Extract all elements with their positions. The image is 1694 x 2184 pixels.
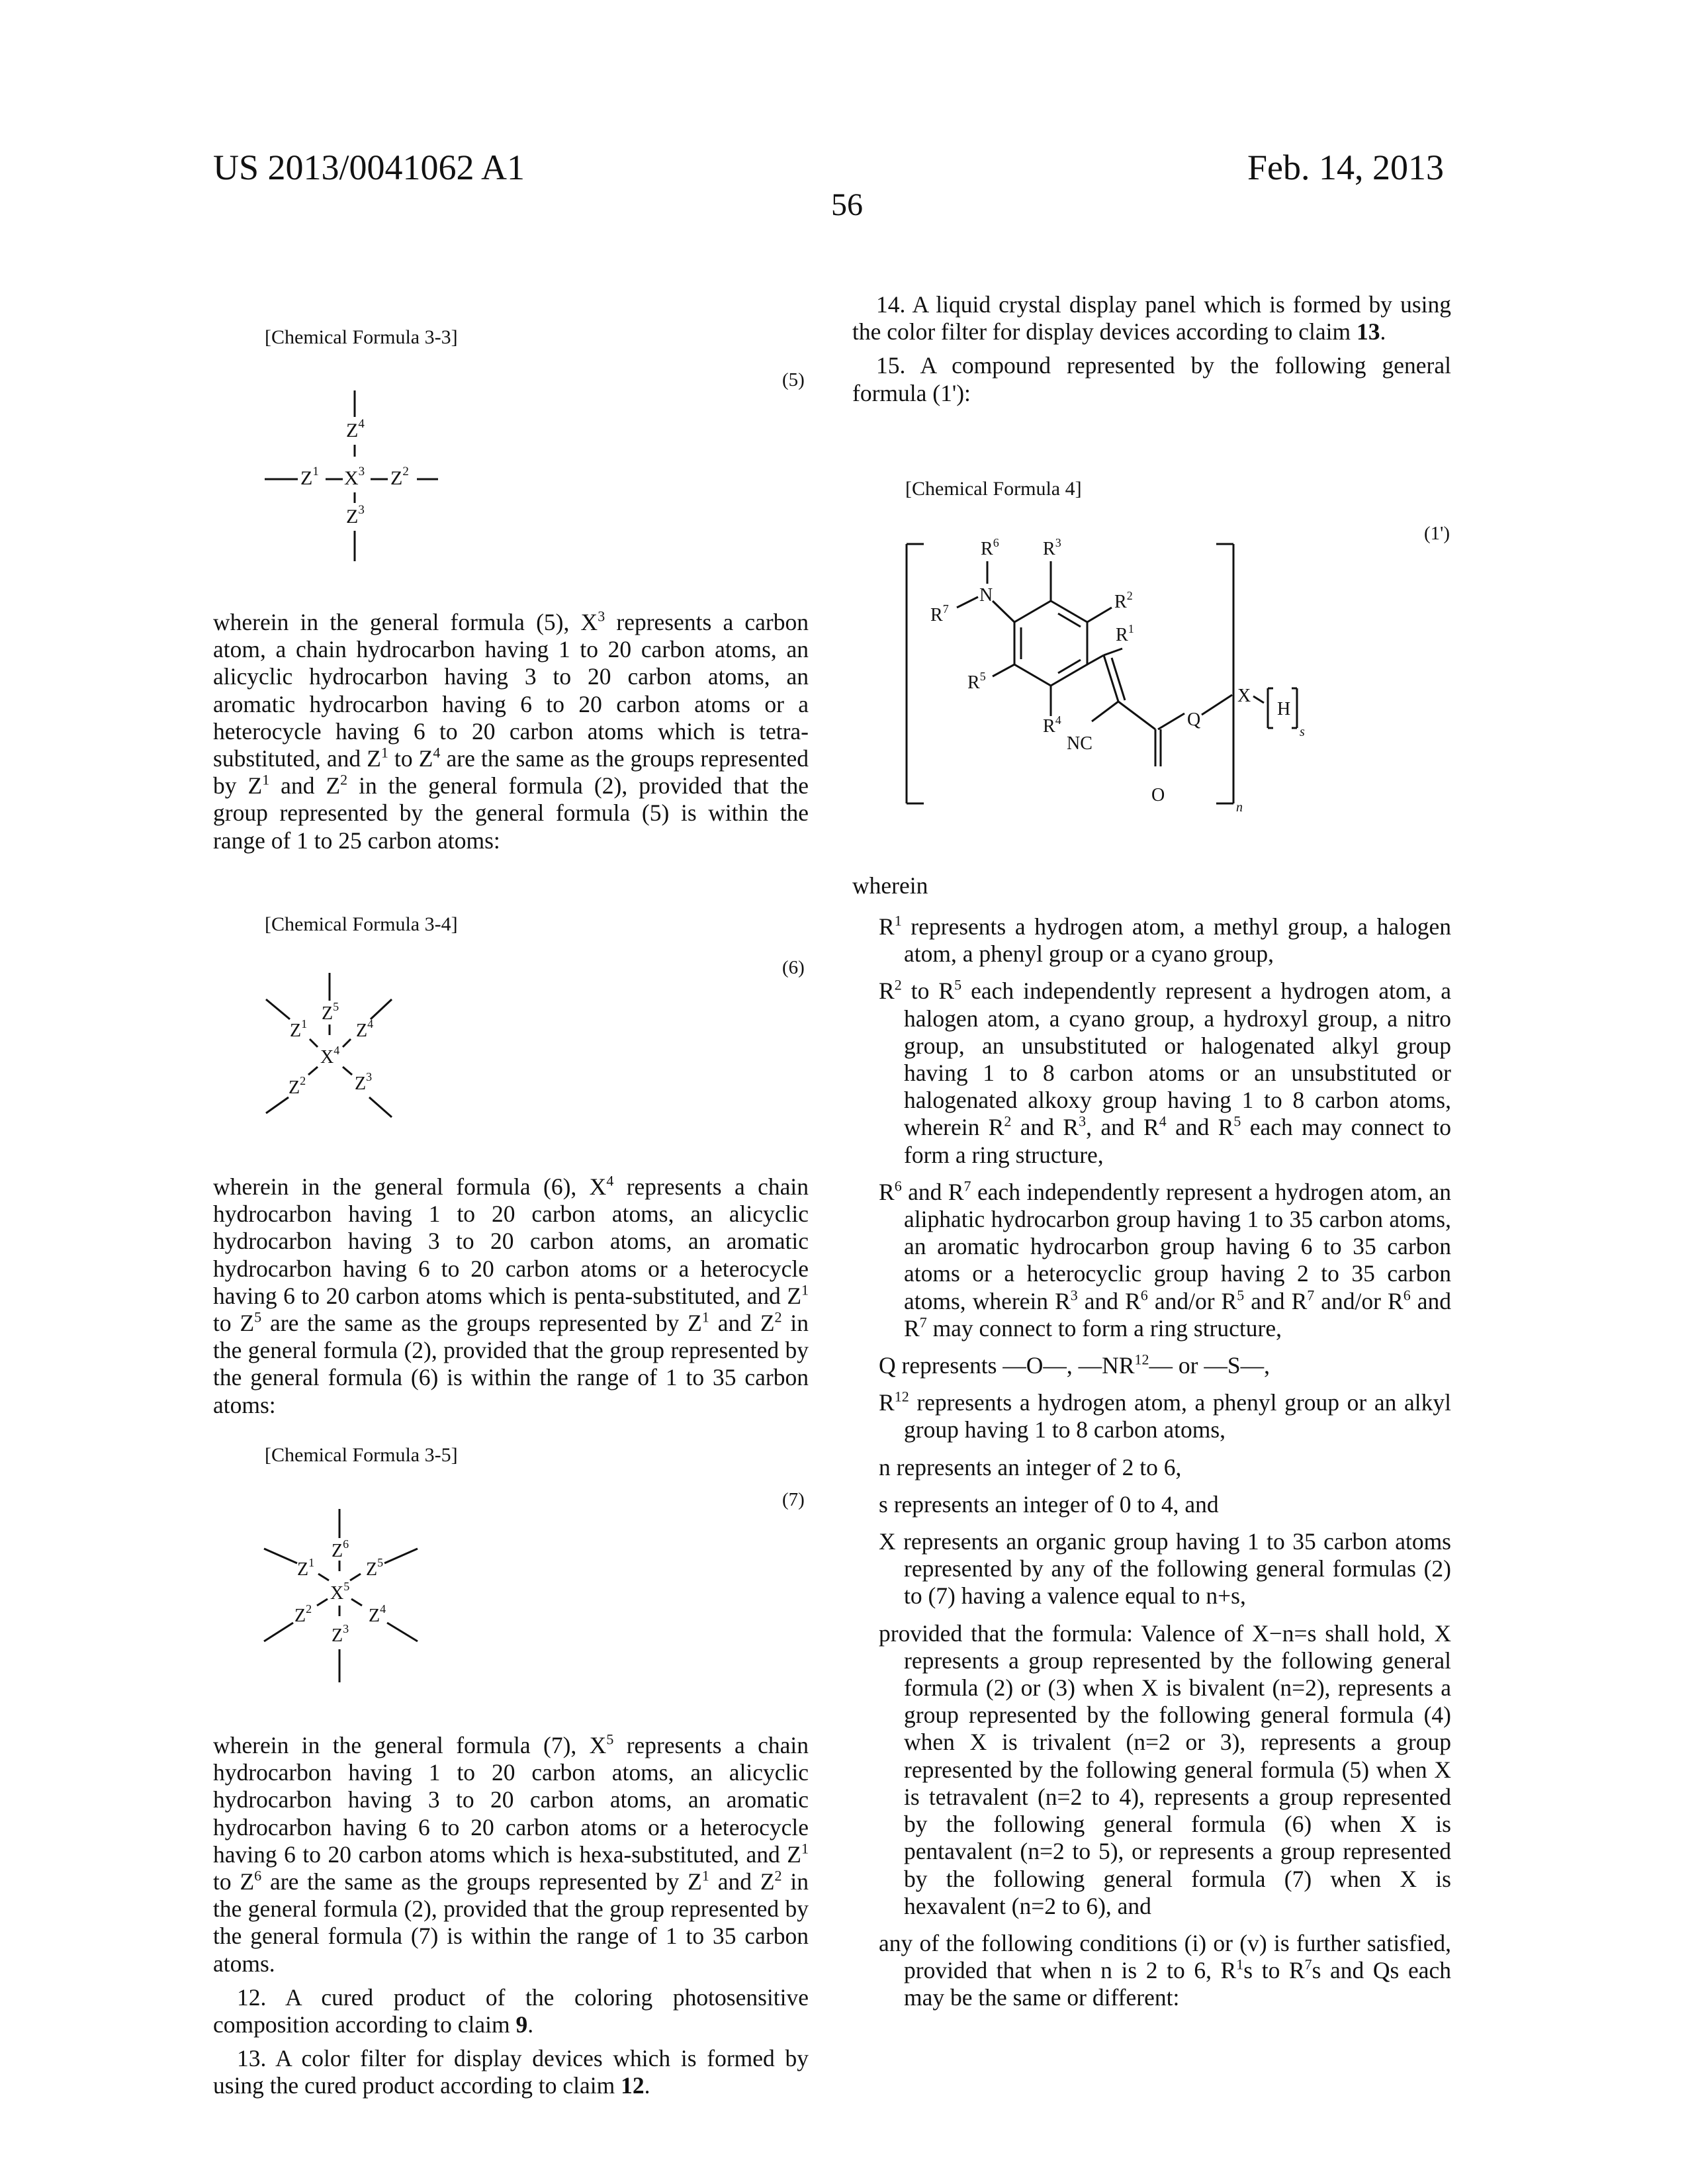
f5-z3: Z3	[346, 503, 365, 527]
f5-z2: Z2	[390, 465, 409, 489]
f4-q: Q	[1187, 709, 1200, 730]
def-r1: R1 represents a hydrogen atom, a methyl group, a halogen atom, a phenyl group or a cyano group,	[879, 913, 1451, 968]
f6-z5: Z5	[322, 1000, 339, 1024]
def-conditions: any of the following conditions (i) or (v) is further satisfied, provided that when n is 2 to 6, R1s to R7s and Qs each may be the same or different:	[879, 1930, 1451, 2012]
claim-14: 14. A liquid crystal display panel which is formed by using the color filter for display devices according to claim 13.	[852, 291, 1451, 345]
formula-7-eq-label: (7)	[782, 1489, 805, 1511]
f6-z1: Z1	[290, 1017, 307, 1041]
claim-13-number: 13	[237, 2045, 261, 2071]
formula-6-eq-label: (6)	[782, 957, 805, 979]
f7-z4: Z4	[369, 1602, 386, 1626]
formula-5-eq-label: (5)	[782, 369, 805, 391]
f6-z2: Z2	[289, 1074, 306, 1098]
f4-h: H	[1277, 699, 1290, 719]
claim-13: 13. A color filter for display devices which is formed by using the cured product according to claim 12.	[213, 2045, 809, 2099]
f7-z1: Z1	[297, 1556, 314, 1580]
f4-r5: R5	[967, 670, 986, 693]
f5-x3: X3	[344, 465, 365, 489]
f4-r4: R4	[1043, 713, 1061, 737]
claim-12-text: A cured product of the coloring photosensitive composition according to claim	[213, 1984, 809, 2038]
claim-15-text: A compound represented by the following general formula (1'):	[852, 352, 1451, 406]
def-r6-r7: R6 and R7 each independently represent a hydrogen atom, an aliphatic hydrocarbon group having 1 to 35 carbon atoms, an aromatic hydrocarbon group having 6 to 35 carbon atoms or a heterocyclic group having 2 to 35 carbon atoms, wherein R3 and R6 and/or R5 and R7 and/or R6 and R7 may connect to form a ring structure,	[879, 1179, 1451, 1342]
formula-5-text: wherein in the general formula (5), X3 represents a carbon atom, a chain hydrocarbon having 1 to 20 carbon atoms, an alicyclic hydrocarbon having 3 to 20 carbon atoms, an aromatic hydrocarbon having 6 to 20 carbon atoms or a heterocycle having 6 to 20 carbon atoms which is tetra-substituted, and Z1 to Z4 are the same as the groups represented by Z1 and Z2 in the general formula (2), provided that the group represented by the general formula (5) is within the range of 1 to 25 carbon atoms:	[213, 609, 809, 854]
formula-6-description	[213, 1173, 809, 1419]
f6-z4: Z4	[356, 1017, 373, 1041]
def-r2-r5: R2 to R5 each independently represent a hydrogen atom, a halogen atom, a cyano group, a hydroxyl group, a nitro group, an unsubstituted or halogenated alkyl group having 1 to 8 carbon atoms or an unsubstituted or halogenated alkoxy group having 1 to 8 carbon atoms, wherein R2 and R3, and R4 and R5 each may connect to form a ring structure,	[879, 978, 1451, 1168]
def-s: s represents an integer of 0 to 4, and	[879, 1491, 1451, 1518]
def-n: n represents an integer of 2 to 6,	[879, 1454, 1451, 1481]
f6-z3: Z3	[355, 1070, 372, 1094]
claim-14-number: 14	[876, 291, 900, 318]
def-q: Q represents —O—, —NR12— or —S—,	[879, 1352, 1451, 1379]
definitions-list	[879, 913, 1451, 2012]
claim-12: 12. A cured product of the coloring photosensitive composition according to claim 9.	[213, 1984, 809, 2038]
f4-r6: R6	[981, 536, 999, 559]
claim-15-number: 15	[876, 352, 900, 379]
f4-r7: R7	[930, 602, 949, 625]
f7-x5: X5	[330, 1580, 349, 1604]
formula-4-caption: [Chemical Formula 4]	[905, 478, 1082, 500]
def-valence: provided that the formula: Valence of X−n=s shall hold, X represents a group represented by the following general formula (2) or (3) when X is bivalent (n=2), represents a group represented by the following general formula (4) when X is trivalent (n=2 or 3), represents a group represented by the following general formula (5) when X is tetravalent (n=2 to 4), represents a group represented by the following general formula (6) when X is pentavalent (n=2 to 5), or represents a group represented by the following general formula (7) when X is hexavalent (n=2 to 6), and	[879, 1620, 1451, 1920]
publication-date: Feb. 14, 2013	[1247, 147, 1444, 188]
chemical-formula-5-structure	[258, 384, 470, 569]
f4-r2: R2	[1114, 589, 1133, 612]
formula-6-text: wherein in the general formula (6), X4 represents a chain hydrocarbon having 1 to 20 carbon atoms, an alicyclic hydrocarbon having 3 to 20 carbon atoms, an aromatic hydrocarbon having 6 to 20 carbon atoms or a heterocycle having 6 to 20 carbon atoms which is penta-substituted, and Z1 to Z5 are the same as the groups represented by Z1 and Z2 in the general formula (2), provided that the group represented by the general formula (6) is within the range of 1 to 35 carbon atoms:	[213, 1173, 809, 1419]
def-x: X represents an organic group having 1 to 35 carbon atoms represented by any of the following general formulas (2) to (7) having a valence equal to n+s,	[879, 1528, 1451, 1610]
formula-7-text: wherein in the general formula (7), X5 represents a chain hydrocarbon having 1 to 20 carbon atoms, an alicyclic hydrocarbon having 3 to 20 carbon atoms, an aromatic hydrocarbon having 6 to 20 carbon atoms or a heterocycle having 6 to 20 carbon atoms which is hexa-substituted, and Z1 to Z6 are the same as the groups represented by Z1 and Z2 in the general formula (2), provided that the group represented by the general formula (7) is within the range of 1 to 35 carbon atoms.	[213, 1732, 809, 1978]
f4-r1: R1	[1116, 622, 1134, 645]
formula-4-eq-label: (1')	[1424, 523, 1450, 545]
formula-5-caption: [Chemical Formula 3-3]	[265, 326, 458, 349]
f5-z4-sup: 4	[358, 417, 365, 431]
patent-number: US 2013/0041062 A1	[213, 147, 525, 188]
claim-14-ref: 13	[1357, 318, 1380, 345]
formula-7-caption: [Chemical Formula 3-5]	[265, 1444, 458, 1467]
claim-13-text: A color filter for display devices which is formed by using the cured product according to claim	[213, 2045, 809, 2099]
formula-6-caption: [Chemical Formula 3-4]	[265, 913, 458, 936]
f4-nc: NC	[1067, 733, 1092, 754]
f4-o: O	[1151, 785, 1165, 805]
f7-z2: Z2	[294, 1602, 312, 1626]
formula-5-description	[213, 609, 809, 854]
f4-x: X	[1237, 686, 1251, 706]
claim-12-number: 12	[237, 1984, 261, 2011]
f5-z4: Z4	[346, 417, 365, 441]
formula-7-and-claims	[213, 1732, 809, 2107]
chemical-formula-7-structure	[255, 1502, 427, 1701]
f7-z5: Z5	[366, 1556, 383, 1580]
claim-15: 15. A compound represented by the following general formula (1'):	[852, 352, 1451, 406]
page-number: 56	[0, 187, 1694, 223]
f4-n-subscript: n	[1236, 800, 1243, 815]
claims-14-15	[852, 291, 1451, 414]
claim-14-text: A liquid crystal display panel which is formed by using the color filter for display devices according to claim	[852, 291, 1451, 345]
claim-13-ref: 12	[621, 2072, 645, 2099]
f7-z3: Z3	[332, 1622, 349, 1646]
f6-x4: X4	[320, 1044, 339, 1068]
f4-n-atom: N	[979, 585, 993, 606]
f4-r3: R3	[1043, 536, 1061, 559]
wherein-label: wherein	[852, 872, 1051, 899]
f5-z1: Z1	[300, 465, 319, 489]
def-r12: R12 represents a hydrogen atom, a phenyl group or an alkyl group having 1 to 8 carbon atoms,	[879, 1389, 1451, 1443]
f4-s-subscript: s	[1300, 725, 1305, 739]
chemical-formula-6-structure	[251, 966, 410, 1145]
chemical-formula-1-prime-structure	[893, 529, 1396, 827]
claim-12-ref: 9	[515, 2011, 527, 2038]
f7-z6: Z6	[332, 1537, 349, 1561]
